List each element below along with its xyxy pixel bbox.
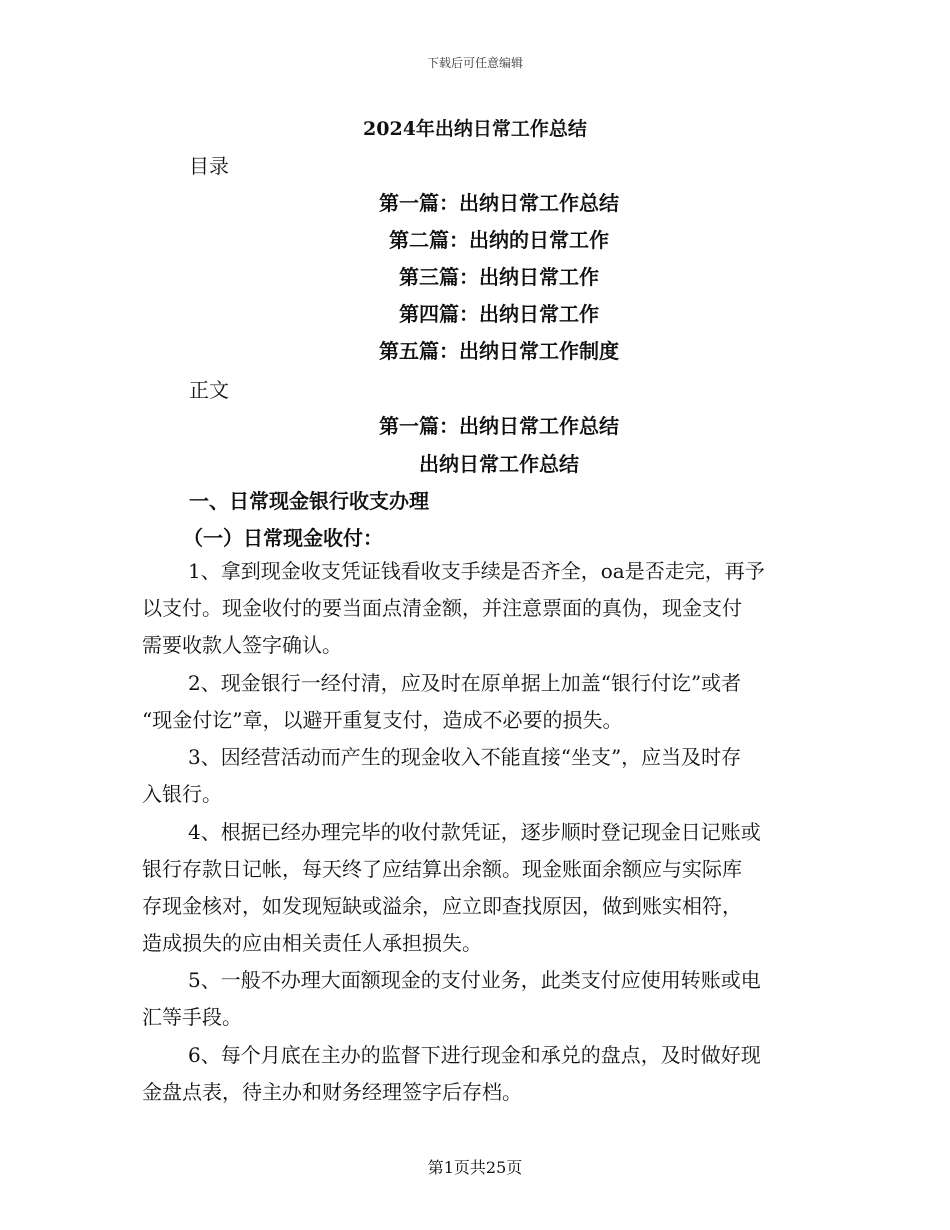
paragraph-line: 2、现金银行一经付清，应及时在原单据上加盖“银行付讫”或者 [188,671,742,695]
paragraph-4 [142,814,810,962]
paragraph-line: 3、因经营活动而产生的现金收入不能直接“坐支”，应当及时存 [188,745,742,769]
page-number: 第1页共25页 [427,1158,523,1177]
paragraph-3 [142,739,810,813]
paragraph-5 [142,962,810,1036]
paragraph-line: 入银行。 [142,782,222,806]
paragraph-line: 银行存款日记帐，每天终了应结算出余额。现金账面余额应与实际库 [142,857,742,881]
toc-item-5: 第五篇：出纳日常工作制度 [379,339,619,363]
body-label: 正文 [189,378,229,402]
section-heading: 一、日常现金银行收支办理 [189,489,429,513]
toc-item-3: 第三篇：出纳日常工作 [399,265,599,289]
page-header: 下载后可任意编辑 [426,56,523,70]
part-subtitle: 出纳日常工作总结 [419,452,579,476]
subsection-heading: （一）日常现金收付： [183,526,383,550]
toc-item-1: 第一篇：出纳日常工作总结 [379,191,619,215]
part-heading: 第一篇：出纳日常工作总结 [379,414,619,438]
paragraph-line: 需要收款人签字确认。 [142,633,342,657]
paragraph-line: “现金付讫”章，以避开重复支付，造成不必要的损失。 [142,708,623,732]
paragraph-line: 汇等手段。 [142,1005,242,1029]
paragraph-line: 金盘点表，待主办和财务经理签字后存档。 [142,1080,522,1104]
toc-label: 目录 [189,154,229,178]
toc-item-4: 第四篇：出纳日常工作 [399,302,599,326]
paragraph-6 [142,1037,810,1111]
paragraph-line: 以支付。现金收付的要当面点清金额，并注意票面的真伪，现金支付 [142,596,742,620]
paragraph-2 [142,665,810,739]
paragraph-1 [142,553,810,664]
paragraph-line: 4、根据已经办理完毕的收付款凭证，逐步顺时登记现金日记账或 [188,820,761,844]
paragraph-line: 1、拿到现金收支凭证钱看收支手续是否齐全，oa是否走完，再予 [188,559,765,583]
document-title: 2024年出纳日常工作总结 [363,118,587,140]
paragraph-line: 5、一般不办理大面额现金的支付业务，此类支付应使用转账或电 [188,968,761,992]
paragraph-line: 存现金核对，如发现短缺或溢余，应立即查找原因，做到账实相符， [142,894,742,918]
paragraph-line: 造成损失的应由相关责任人承担损失。 [142,931,482,955]
toc-item-2: 第二篇：出纳的日常工作 [389,228,609,252]
paragraph-line: 6、每个月底在主办的监督下进行现金和承兑的盘点，及时做好现 [188,1043,761,1067]
